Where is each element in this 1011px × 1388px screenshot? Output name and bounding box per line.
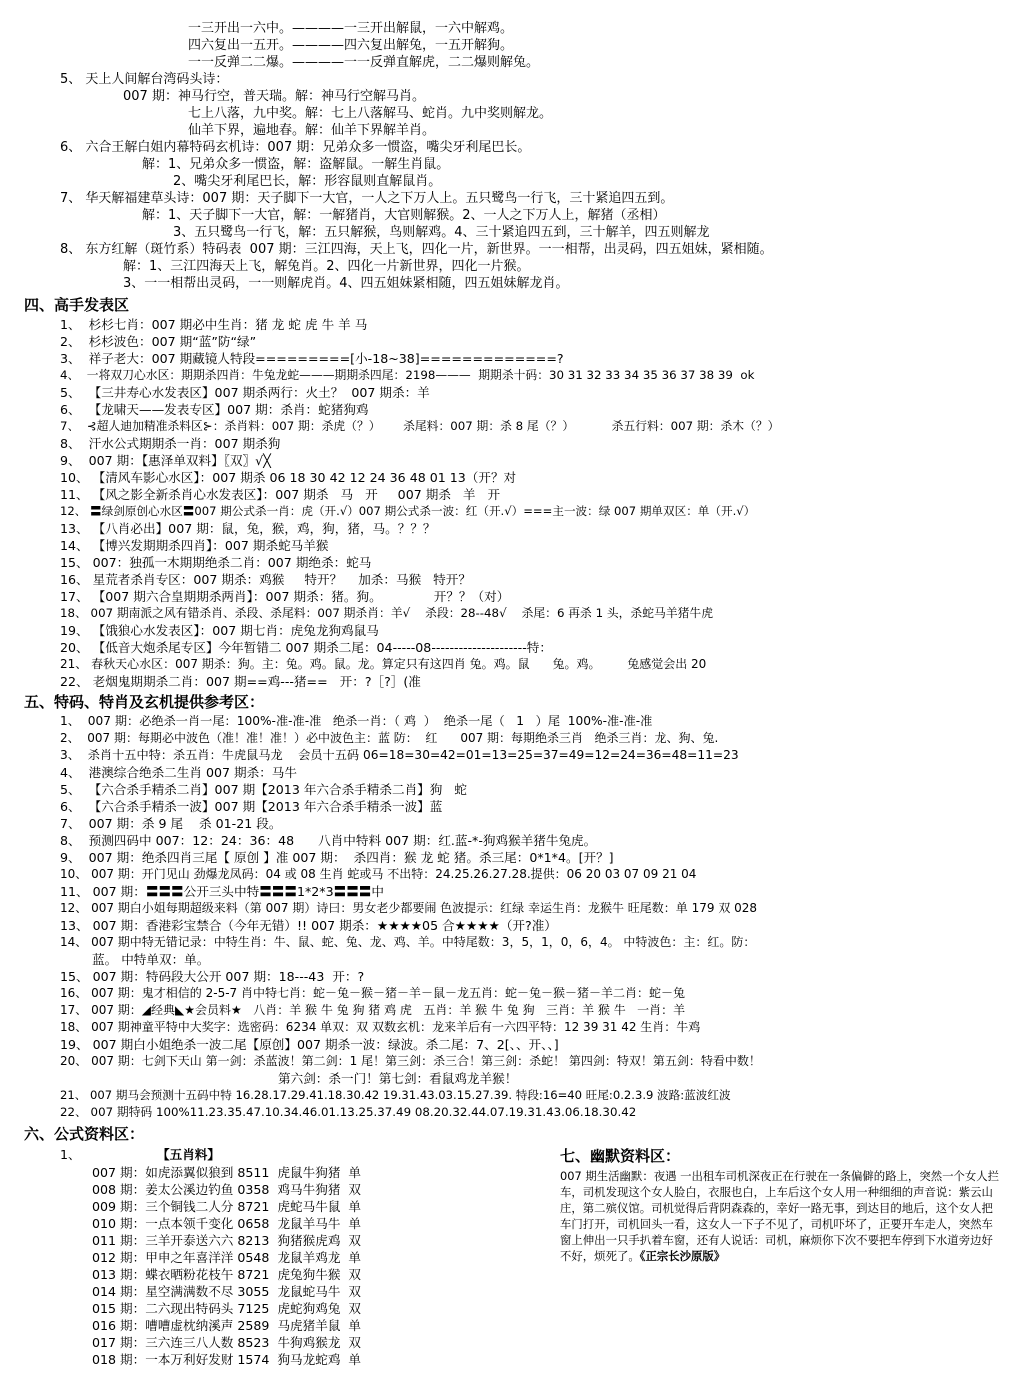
list-item: 16、 007 期：鬼才相信的 2-5-7 肖中特七肖：蛇－兔－猴－猪－羊－鼠－龙五肖：蛇－兔－猴－猪－羊二肖：蛇－兔 <box>60 986 686 1000</box>
table-row: 007 期：如虎添翼似狼到 8511 虎鼠牛狗猪 单 <box>92 1165 362 1180</box>
list-item: 12、 007 期白小姐每期超级来料（第 007 期）诗曰：男女老少都要闹 色波提示：红绿 幸运生肖：龙猴牛 旺尾数：单 179 双 028 <box>60 901 758 915</box>
top-line: 3、一一相帮出灵码，一一则解虎肖。4、四五姐妹紧相随，四五姐妹解龙肖。 <box>123 276 569 291</box>
section-6-title: 六、公式资料区： <box>24 1125 145 1143</box>
list-item: 14、 【博兴发期期杀四肖】：007 期杀蛇马羊猴 <box>60 538 329 553</box>
list-item: 14、 007 期中特无错记录：中特生肖：牛、鼠、蛇、兔、龙、鸡、羊。中特尾数：3，5，1，0，6，4。 中特波色：主：红。防： <box>60 935 756 949</box>
list-item: 1、 杉杉七肖：007 期必中生肖：猪 龙 蛇 虎 牛 羊 马 <box>60 317 368 332</box>
list-item: 12、 〓绿剑原创心水区〓007 期公式杀一肖：虎（开.√）007 期公式杀一波：红（开.√）===主一波：绿 007 期单双区：单（开.√） <box>60 504 756 518</box>
list-item: 5、 【六合杀手精杀二肖】007 期【2013 年六合杀手精杀二肖】狗 蛇 <box>60 782 467 797</box>
list-item: 18、 007 期神童平特中大奖字：选密码：6234 单双：双 双数玄机：龙来羊后有一六四平特：12 39 31 42 生肖：牛鸡 <box>60 1020 701 1034</box>
top-line: 一一反弹二二爆。————一一反弹直解虎，二二爆则解兔。 <box>188 55 540 70</box>
top-line: 仙羊下界，遍地春。解：仙羊下界解羊肖。 <box>188 123 436 138</box>
humor-line: 门打开，司机回头一看，这女人一下子不见了，司机吓坏了，正要开车走人，突然车窗上伸出一只手扒着车窗，还有人说话：司机， <box>560 1217 993 1247</box>
top-line: 2、嘴尖牙利尾巴长，解：形容鼠则直解鼠肖。 <box>173 174 442 189</box>
top-line: 一三开出一六中。————一三开出解鼠，一六中解鸡。 <box>188 21 514 36</box>
list-item: 16、 星荒者杀肖专区：007 期杀：鸡猴 特开？ 加杀：马猴 特开？ <box>60 572 471 587</box>
list-item: 17、 007 期：◢经典◣★会员料★ 八肖：羊 猴 牛 兔 狗 猪 鸡 虎 五肖：羊 猴 牛 兔 狗 三肖：羊 猴 牛 一肖：羊 <box>60 1003 686 1017</box>
list-item: 20、 007 期：七剑下天山 第一剑：杀蓝波！第二剑：1 尾！第三剑：杀三合！第三剑：杀蛇！ 第四剑：特双！第五剑：特看中数！ <box>60 1054 761 1068</box>
top-line: 7、 华天解福建草头诗：007 期：天子脚下一大官，一人之下万人上。五只鹭鸟一行飞，三十紧追四五到。 <box>60 191 674 206</box>
section-7-title: 七、幽默资料区： <box>560 1147 681 1165</box>
list-item: 21、 春秋天心水区：007 期杀：狗。主：兔。鸡。鼠。龙。算定只有这四肖 兔。鸡。鼠 兔。鸡。 兔感觉会出 20 <box>60 657 707 671</box>
list-item: 11、 【风之影全新杀肖心水发表区】：007 期杀 马 开 007 期杀 羊 开 <box>60 487 501 502</box>
list-item: 8、 预测四码中 007：12：24：36：48 八肖中特料 007 期：红.蓝-*-狗鸡猴羊猪牛兔虎。 <box>60 833 597 848</box>
list-item: 9、 007 期：绝杀四肖三尾【 原创 】准 007 期： 杀四肖：猴 龙 蛇 猪。杀三尾：0*1*4。[开？] <box>60 850 614 865</box>
list-item: 1、 007 期：必绝杀一肖一尾：100%-准-准-准 绝杀一肖：（ 鸡 ） 绝杀一尾（ 1 ）尾 100%-准-准-准 <box>60 714 653 728</box>
top-line: 5、 天上人间解台湾码头诗： <box>60 72 229 87</box>
top-line: 解：1、三江四海天上飞，解兔肖。2、四化一片新世界，四化一片猴。 <box>123 259 530 274</box>
list-item-continued: 第六剑：杀一门！第七剑：看鼠鸡龙羊猴！ <box>278 1071 518 1086</box>
list-item: 11、 007 期：〓〓〓公开三头中特〓〓〓1*2*3〓〓〓中 <box>60 884 384 899</box>
list-item: 20、 【低音大炮杀尾专区】今年暂错二 007 期杀二尾：04-----08---------------------特： <box>60 640 552 655</box>
list-item: 19、 007 期白小姐绝杀一波二尾【原创】007 期杀一波：绿波。杀二尾：7、2[、、开、、] <box>60 1037 559 1052</box>
list-item: 13、 【八肖必出】007 期：鼠，兔，猴，鸡，狗，猪，马。？？？ <box>60 521 436 536</box>
list-item: 10、 007 期：开门见山 劲爆龙凤码：04 或 08 生肖 蛇或马 不出特：24.25.26.27.28.提供：06 20 03 07 09 21 04 <box>60 867 697 881</box>
list-item: 13、 007 期：香港彩宝禁合（今年无错）!! 007 期杀：★★★★05 合★★★★（开?准） <box>60 918 557 933</box>
top-line: 007 期：神马行空，普天瑞。解：神马行空解马肖。 <box>123 89 425 104</box>
list-item: 15、 007 期：特码段大公开 007 期：18---43 开：? <box>60 969 365 984</box>
list-item: 22、 007 期特码 100%11.23.35.47.10.34.46.01.13.25.37.49 08.20.32.44.07.19.31.43.06.18.30.42 <box>60 1105 637 1119</box>
list-item: 2、 007 期：每期必中波色（准！准！准！）必中波色主：蓝 防： 红 007 期：每期绝杀三肖 绝杀三肖：龙、狗、兔. <box>60 731 719 745</box>
humor-paragraph <box>560 1168 1000 1264</box>
table-row: 018 期：一本万利好发财 1574 狗马龙蛇鸡 单 <box>92 1352 362 1367</box>
list-item: 4、 一将双刀心水区：期期杀四肖：牛兔龙蛇———期期杀四尾：2198——— 期期杀十码：30 31 32 33 34 35 36 37 38 39 ok <box>60 368 755 382</box>
list-item: 17、 【007 期六合皇期期杀两肖】：007 期杀：猪。狗。 开？？（对） <box>60 589 510 604</box>
humor-line: 007 期生活幽默：夜遇 一出租车司机深夜正在行驶在一条偏僻的路上，突然一个女人拦车，司机发现这个女人脸白，衣服也白，上 <box>560 1169 1000 1199</box>
list-item: 21、 007 期马会预测十五码中特 16.28.17.29.41.18.30.42 19.31.43.03.15.27.39. 特段:16=40 旺尾:0.2.3.9 波路:蓝波红波 <box>60 1088 731 1102</box>
list-item: 6、 【六合杀手精杀一波】007 期【2013 年六合杀手精杀一波】蓝 <box>60 799 443 814</box>
top-line: 3、五只鹭鸟一行飞，解：五只解猴，鸟则解鸡。4、三十紧追四五到，三十解羊，四五则解龙 <box>173 225 710 240</box>
table-row: 013 期：蝶衣晒粉花枝午 8721 虎兔狗牛猴 双 <box>92 1267 362 1282</box>
list-item: 22、 老烟鬼期期杀二肖：007 期==鸡---猪== 开：?［?］(准 <box>60 674 421 689</box>
top-line: 6、 六合王解白姐内幕特码玄机诗：007 期：兄弟众多一惯盗，嘴尖牙利尾巴长。 <box>60 140 531 155</box>
top-line: 解：1、天子脚下一大官，解：一解猪肖，大官则解猴。2、一人之下万人上，解猪（丞相） <box>142 208 666 223</box>
table-row: 015 期：二六现出特码头 7125 虎蛇狗鸡兔 双 <box>92 1301 362 1316</box>
list-item: 4、 港澳综合绝杀二生肖 007 期杀：马牛 <box>60 765 297 780</box>
table-row: 014 期：星空满满数不尽 3055 龙鼠蛇马牛 双 <box>92 1284 362 1299</box>
list-item: 3、 杀肖十五中特：杀五肖：牛虎鼠马龙 会员十五码 06=18=30=42=01=13=25=37=49=12=24=36=48=11=23 <box>60 748 739 762</box>
section-4-title: 四、高手发表区 <box>24 296 130 314</box>
list-item: 7、 ⊰超人迪加精准杀料区⊱：杀肖料：007 期：杀虎（？） 杀尾料：007 期：杀 8 尾（？） 杀五行料：007 期：杀木（？） <box>60 419 780 433</box>
humor-line: 麻烦你下次不要把车停到下水道旁边好不好，烦死了。 <box>560 1233 993 1263</box>
table-row: 016 期：嘈嘈虚枕纳溪声 2589 马虎猪羊鼠 单 <box>92 1318 362 1333</box>
table-row: 011 期：三羊开泰送六六 8213 狗猪猴虎鸡 双 <box>92 1233 362 1248</box>
top-line: 解：1、兄弟众多一惯盗，解：盗解鼠。一解生肖鼠。 <box>142 157 450 172</box>
list-item: 5、 【三井寿心水发表区】007 期杀两行：火土？ 007 期杀：羊 <box>60 385 430 400</box>
list-item: 15、 007：独孤一木期期绝杀二肖：007 期绝杀：蛇马 <box>60 555 372 570</box>
section-5-title: 五、特码、特肖及玄机提供参考区： <box>24 693 265 711</box>
top-line: 七上八落，九中奖。解：七上八落解马、蛇肖。九中奖则解龙。 <box>188 106 553 121</box>
signature: 《正宗长沙原版》 <box>639 1249 726 1263</box>
table-row: 017 期：三六连三八人数 8523 牛狗鸡猴龙 双 <box>92 1335 362 1350</box>
top-line: 四六复出一五开。————四六复出解兔，一五开解狗。 <box>188 38 514 53</box>
humor-line: 车后这个女人用一种细细的声音说：紫云山庄，第二殡仪馆。司机觉得后背阴森森的，幸好一路无事，到达目的地后，这个女人把车 <box>560 1185 993 1231</box>
list-item: 19、 【饿狼心水发表区】：007 期七肖：虎兔龙狗鸡鼠马 <box>60 623 379 638</box>
list-item: 6、 【龙啸天——发表专区】007 期：杀肖：蛇猪狗鸡 <box>60 402 369 417</box>
item-number: 1、 <box>60 1147 81 1162</box>
list-item-continued: 蓝。 中特单双：单。 <box>92 952 210 967</box>
list-item: 3、 祥子老大：007 期藏镜人特段=========[小-18~38]=============? <box>60 351 564 366</box>
top-line: 8、 东方红解（斑竹系）特码表 007 期：三江四海，天上飞，四化一片，新世界。一一相帮，出灵码，四五姐妹，紧相随。 <box>60 242 773 257</box>
list-item: 8、 汗水公式期期杀一肖：007 期杀狗 <box>60 436 281 451</box>
table-row: 009 期：三个铜钱二人分 8721 虎蛇马牛鼠 单 <box>92 1199 362 1214</box>
table-title: 【五肖料】 <box>157 1147 220 1162</box>
list-item: 7、 007 期：杀 9 尾 杀 01-21 段。 <box>60 816 282 831</box>
table-row: 012 期：甲申之年喜洋洋 0548 龙鼠羊鸡龙 单 <box>92 1250 362 1265</box>
list-item: 18、 007 期南派之风有错杀肖、杀段、杀尾料：007 期杀肖：羊√ 杀段：28--48√ 杀尾：6 再杀 1 头，杀蛇马羊猪牛虎 <box>60 606 714 620</box>
list-item: 2、 杉杉波色：007 期“蓝”防“绿” <box>60 334 257 349</box>
list-item: 9、 007 期：【惠泽单双料】〖双〗√╳ <box>60 453 271 468</box>
table-row: 010 期：一点本领千变化 0658 龙鼠羊马牛 单 <box>92 1216 362 1231</box>
table-row: 008 期：姜太公溪边钓鱼 0358 鸡马牛狗猪 双 <box>92 1182 362 1197</box>
list-item: 10、 【清风车影心水区】：007 期杀 06 18 30 42 12 24 36 48 01 13（开？对 <box>60 470 517 485</box>
